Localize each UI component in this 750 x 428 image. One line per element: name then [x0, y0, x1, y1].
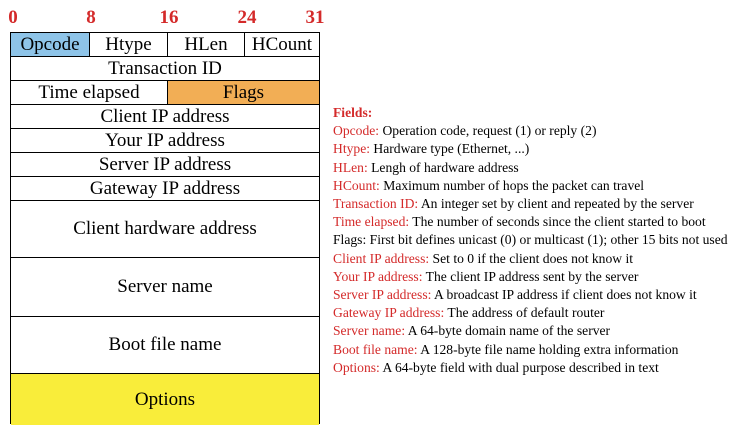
legend-item-name: HCount: [333, 177, 380, 193]
field-time-elapsed: Time elapsed [38, 81, 140, 103]
legend-item-desc: A 64-byte domain name of the server [405, 323, 611, 339]
row-client-hardware [11, 201, 319, 258]
field-hcount: HCount [244, 33, 319, 56]
legend-item-desc: The client IP address sent by the server [422, 268, 639, 284]
bit-label-31: 31 [305, 7, 325, 28]
legend-item-desc: Operation code, request (1) or reply (2) [379, 123, 597, 139]
legend-item [333, 140, 745, 158]
field-client-ip: Client IP address [100, 105, 230, 127]
bit-label-24: 24 [237, 7, 257, 28]
legend-item-name: Htype: [333, 141, 370, 157]
legend-item-name: Gateway IP address: [333, 305, 445, 321]
legend-item-name: Opcode: [333, 123, 380, 139]
legend-item-desc: A 128-byte file name holding extra information [417, 341, 679, 357]
row-boot-file [11, 317, 319, 374]
legend-item-name: Transaction ID: [333, 196, 419, 212]
legend-item-desc: Hardware type (Ethernet, ...) [370, 141, 530, 157]
field-your-ip: Your IP address [105, 129, 225, 151]
field-transaction-id: Transaction ID [108, 57, 222, 79]
row-time-flags [11, 81, 319, 105]
legend-item [333, 195, 745, 213]
legend-item-name: Time elapsed: [333, 214, 410, 230]
legend-item [333, 286, 745, 304]
row-server-ip [11, 153, 319, 177]
legend-item-name: HLen: [333, 159, 368, 175]
field-boot-file-name: Boot file name [108, 334, 222, 355]
legend-item [333, 231, 745, 249]
dhcp-packet-format [10, 32, 320, 424]
row-your-ip [11, 129, 319, 153]
legend-item-desc: Maximum number of hops the packet can travel [379, 177, 645, 193]
legend-item-name: Flags: [333, 232, 367, 248]
legend-item-desc: A broadcast IP address if client does not know it [431, 287, 697, 303]
field-server-name: Server name [117, 276, 213, 297]
legend-item [333, 159, 745, 177]
field-client-hardware-address: Client hardware address [73, 218, 257, 239]
row-client-ip [11, 105, 319, 129]
legend-item-name: Server IP address: [333, 287, 432, 303]
field-options: Options [11, 374, 319, 425]
legend-item [333, 213, 745, 231]
legend-item [333, 250, 745, 268]
legend-item [333, 268, 745, 286]
fields-legend [333, 104, 745, 377]
legend-item [333, 341, 745, 359]
field-hlen: HLen [167, 33, 244, 56]
legend-item-desc: Set to 0 if the client does not know it [429, 250, 634, 266]
legend-item-desc: Lengh of hardware address [367, 159, 519, 175]
legend-item [333, 122, 745, 140]
bit-label-16: 16 [159, 7, 179, 28]
field-server-ip: Server IP address [98, 153, 232, 175]
legend-item-name: Options: [333, 359, 380, 375]
legend-item-name: Boot file name: [333, 341, 418, 357]
legend-item-name: Your IP address: [333, 268, 423, 284]
legend-item-name: Client IP address: [333, 250, 430, 266]
legend-item-desc: First bit defines unicast (0) or multicast (1); other 15 bits not used [366, 232, 728, 248]
legend-item-desc: The address of default router [444, 305, 605, 321]
bit-label-0: 0 [8, 7, 18, 28]
legend-item [333, 177, 745, 195]
row-transaction-id [11, 57, 319, 81]
field-gateway-ip: Gateway IP address [89, 177, 241, 199]
field-flags: Flags [167, 81, 319, 104]
field-htype: Htype [89, 33, 167, 56]
bit-label-8: 8 [86, 7, 96, 28]
row-server-name [11, 258, 319, 317]
legend-item-desc: A 64-byte field with dual purpose described in text [379, 359, 659, 375]
bit-scale [0, 6, 330, 30]
legend-item-name: Server name: [333, 323, 406, 339]
legend-item [333, 304, 745, 322]
legend-item-desc: An integer set by client and repeated by the server [418, 196, 694, 212]
legend-item-desc: The number of seconds since the client started to boot [409, 214, 706, 230]
row-header-fields [11, 33, 319, 57]
row-gateway-ip [11, 177, 319, 201]
legend-item [333, 322, 745, 340]
row-options [11, 374, 319, 425]
legend-title: Fields: [333, 105, 373, 120]
legend-item [333, 359, 745, 377]
field-opcode: Opcode [11, 33, 89, 56]
